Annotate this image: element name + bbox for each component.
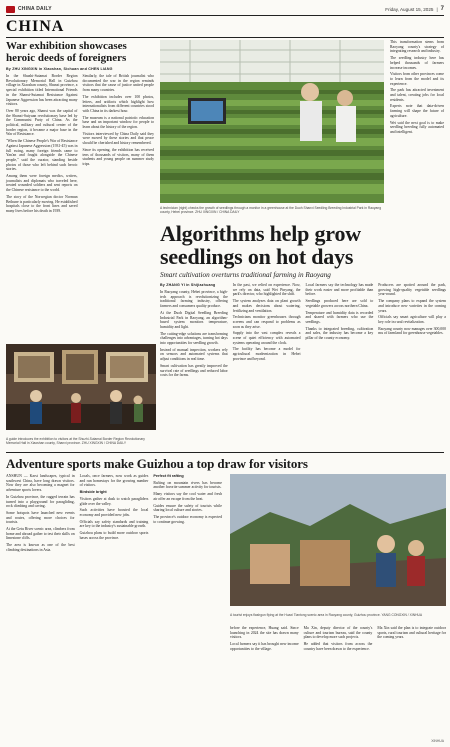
article-paragraph: Some hotspots have launched new events and routes, offering more choices for tourists. [6, 510, 75, 525]
issue-date: Friday, August 15, 2025 [385, 6, 434, 12]
article-paragraph: Visitors interviewed by China Daily said they were moved by these stories and that peace should be cherished and history remembered. [82, 131, 154, 146]
article-paragraph: Ma Xin, deputy director of the county's culture and tourism bureau, said the county plans to develop more such projects. [303, 626, 373, 640]
article-paragraph: Supply into the vast complex reveals a scene of quiet efficiency with automated systems operating around the clock. [232, 331, 301, 345]
article-paragraph: The museum is a national patriotic education base and an important window for people to learn about the history of the region. [82, 115, 154, 130]
article-paragraph: Visitors from other provinces come to learn from the model and its experience. [390, 72, 444, 86]
adventure-sports-headline: Adventure sports make Guizhou a top draw for visitors [6, 456, 308, 471]
war-exhibition-column-1 [6, 74, 78, 216]
article-paragraph: The area is known as one of the best climbing destinations in Asia. [6, 543, 75, 552]
tourist-photo-caption: A tourist enjoys flashgun flying at the Huaxi Tiantong scenic area in Raoyang county, Guizhou province. YANG CONGXIN / XINHUA [230, 613, 423, 617]
adventure-sports-continued [230, 626, 446, 654]
article-paragraph: In Raoyang county, Hebei province, a high-tech approach is revolutionizing the traditional farming industry, offering farmers and consumers quality produce. [160, 290, 228, 309]
article-paragraph: In the Shuzhi-Sutamai Border Region Revolutionary Memorial Hall in Guizhou village in Xiaoshan county, Shanxi province, a special exhibition titled International Friends in the Shanxi-Sutamai Resistance Against Japanese Aggression has been attracting many visitors. [6, 74, 78, 107]
article-paragraph: before the experience, Huang said. Since launching in 2024 the site has drawn many visitors. [230, 626, 299, 640]
article-paragraph: This transformation stems from Raoyang county's strategy of integrating research and industry. [390, 40, 444, 54]
adventure-column-2 [80, 474, 149, 555]
newspaper-logo-icon [6, 6, 15, 13]
article-paragraph: Officials say smart agriculture will play a key role in rural revitalization. [378, 315, 446, 324]
adventure-column-3 [153, 474, 222, 555]
article-paragraph: In the past, we relied on experience. Now, we rely on data, said Wei Pinyang, the park's director, who highlighted the shift. [232, 283, 301, 297]
article-paragraph: Many visitors say the cool water and fresh air offer an escape from the heat. [153, 492, 222, 501]
article-paragraph: The province's outdoor economy is expected to continue growing. [153, 514, 222, 524]
article-paragraph: The seedling industry here has helped thousands of farmers increase incomes. [390, 56, 444, 70]
greenhouse-photo-caption: A technician (right) checks the growth of seedlings through a monitor in a greenhouse at the Duoh Shanxi Seedling Breeding Industrial Park in Raoyang county, Hebei province. ZHU XINGXIN / CHINA DAILY [160, 206, 382, 215]
war-exhibition-column-2 [83, 74, 155, 216]
museum-photo-image [6, 344, 156, 430]
article-paragraph: Rafting on mountain rivers has become another favorite summer activity for tourists. [153, 480, 222, 490]
article-paragraph: Such activities have boosted the local economy and provided new jobs. [79, 508, 149, 517]
greenhouse-photo-image [160, 40, 384, 203]
article-paragraph: The facility has become a model for agricultural modernization in Hebei province and beyond. [232, 347, 301, 361]
adventure-column-1 [6, 474, 75, 555]
algorithm-headline: Algorithms help grow seedlings on hot days [160, 221, 361, 269]
article-paragraph: Guides ensure the safety of tourists while sharing local culture and stories. [153, 503, 222, 513]
article-paragraph: Technicians monitor greenhouses through screens and can respond to problems as soon as they arise. [232, 315, 301, 329]
article-paragraph: Local farmers say the technology has made their work easier and more profitable than before. [305, 283, 374, 297]
article-paragraph: Guizhou plans to build more outdoor sports bases across the province. [79, 531, 149, 540]
museum-exhibition-photo [6, 344, 156, 446]
article-paragraph: Officials say safety standards and training are key to the industry's sustainable growth. [79, 519, 149, 529]
war-exhibition-byline: By ZHU XINGXIN in Xiaoshan, Sichuan and CHEN LIANG [6, 67, 113, 71]
article-paragraph: At the Duoh Digital Seedling Breeding Industrial Park in Raoyang, an algorithm-based system monitors temperature, humidity and light. [160, 310, 228, 329]
article-paragraph: At the Getu River scenic area, climbers from home and abroad gather to test their skills on limestone cliffs. [6, 527, 75, 541]
article-paragraph: He added that visitors from across the country have been drawn to the experience. [303, 642, 373, 651]
war-exhibition-body [6, 74, 154, 216]
article-paragraph: "When the Chinese People's War of Resistance Against Japanese Aggression (1931-45) was in full swing, many foreign friends came to Yan'an and fought alongside the Chinese people," said the curator, standing beside photos of those who left behind such heroic stories. [6, 139, 78, 172]
algorithm-article-header [160, 222, 384, 280]
algorithm-subheadline: Smart cultivation overturns traditional farming in Raoyang [160, 271, 331, 279]
article-paragraph: Experts note that data-driven farming will shape the future of agriculture. [390, 104, 444, 118]
footer-code: XINHUA [431, 739, 444, 743]
article-paragraph: Similarly, the tale of British journalist who documented the war in the region reminds visitors that the cause of justice united people from many countries. [82, 74, 154, 93]
article-subhead: Perfect fit rafting [153, 474, 184, 478]
museum-photo-caption: A guide introduces the exhibition to visitors at the Shuzhi-Sutamai Border Region Revolutionary Memorial Hall in Xiaoshan county, Shanxi province. ZHU XINGXIN / CHINA DAILY [6, 437, 145, 446]
algorithm-column-2 [233, 283, 301, 380]
algorithm-column-3 [306, 283, 374, 380]
war-exhibition-headline: War exhibition showcases heroic deeds of foreigners [6, 40, 127, 64]
algorithm-article-continued-column [390, 40, 444, 137]
article-paragraph: Producers are spotted around the park, growing high-quality vegetable seedlings year-round. [378, 283, 446, 297]
article-paragraph: Thanks to integrated breeding, cultivation and sales, the industry has become a key pillar of the county economy. [305, 326, 374, 341]
article-paragraph: In Guizhou province, the rugged terrain has turned into a playground for paragliding, rock climbing and caving. [6, 494, 75, 509]
article-paragraph: Temperature and humidity data is recorded and shared with farmers who use the seedlings. [305, 310, 374, 324]
masthead-left [6, 6, 52, 13]
adventure-right-column-3 [377, 626, 446, 654]
algorithm-column-4 [378, 283, 446, 380]
article-paragraph: The cutting-edge solutions are transforming challenges into advantages, turning hot days into opportunities for seedling growth. [160, 331, 228, 346]
algorithm-column-1 [160, 283, 228, 380]
war-exhibition-article [6, 40, 154, 216]
article-paragraph: The company plans to expand the system and introduce new varieties in the coming years. [378, 299, 446, 313]
article-paragraph: ANSHUN — Karst landscapes, typical in southwest China, have long drawn visitors. Now they are also becoming a magnet for adventure sports lovers. [6, 474, 75, 493]
greenhouse-photo [160, 40, 384, 203]
article-paragraph: Instead of manual inspection, workers rely on sensors and automated systems that adjust conditions in real time. [160, 347, 228, 362]
article-paragraph: The story of the Norwegian doctor Norman Bethune is particularly moving. He established hospitals close to the front lines and saved many lives before his death in 1939. [6, 194, 78, 213]
algorithm-byline: By ZHANG YI in Shijiazhuang [160, 283, 216, 287]
section-rule [6, 37, 444, 38]
article-paragraph: Seedlings produced here are sold to vegetable growers across northern China. [305, 299, 374, 308]
article-paragraph: The park has attracted investment and talent, creating jobs for local residents. [390, 88, 444, 102]
article-paragraph: Visitors gather at dusk to watch paragliders glide over the valley. [79, 496, 149, 506]
bottom-story-rule [6, 452, 444, 453]
article-paragraph: Local farmers say it has brought new income opportunities to the village. [230, 642, 299, 651]
article-paragraph: The system analyzes data on plant growth and makes decisions about watering, fertilizing and ventilation. [232, 299, 301, 313]
masthead-rule [6, 15, 444, 16]
article-paragraph: Locals, once farmers, now work as guides and run homestays for the growing number of visitors. [79, 474, 149, 488]
tourist-flying-photo [230, 474, 446, 622]
article-paragraph: Wei said the next goal is to make seedling breeding fully automated and intelligent. [390, 120, 444, 134]
article-paragraph: The exhibition includes over 100 photos, letters, and artifacts which highlight how internationalists from different countries stood with China in its darkest hour. [82, 94, 154, 113]
masthead [6, 3, 444, 15]
article-paragraph: Among them were foreign medics, writers, journalists and diplomats who traveled here, treated wounded soldiers and sent reports on the Chinese resistance to the world. [6, 174, 78, 193]
adventure-right-column-1 [230, 626, 299, 654]
article-paragraph: Raoyang county now manages over 300,000 mu of farmland for greenhouse vegetables. [378, 326, 446, 336]
article-paragraph: Over 80 years ago, Shanxi was the capital of the Shanxi-Suiyuan revolutionary base led by the Communist Party of China. As the political, military and cultural center of the border region, it became a major base in the War of Resistance. [6, 108, 78, 137]
article-paragraph: Since its opening, the exhibition has received tens of thousands of visitors, many of them students and young people on summer study trips. [82, 147, 154, 166]
section-title: CHINA [6, 18, 65, 35]
page-divider: | [436, 6, 438, 12]
adventure-sports-body [6, 474, 222, 555]
page-number: 7 [440, 6, 444, 12]
article-paragraph: Ma Xin said the plan is to integrate outdoor sports, rural tourism and cultural heritage for the coming years. [377, 626, 446, 640]
tourist-photo-image [230, 474, 446, 606]
paper-name: CHINA DAILY [18, 6, 52, 12]
algorithm-article-body [160, 283, 446, 380]
masthead-right [385, 6, 444, 12]
adventure-right-column-2 [304, 626, 373, 654]
article-subhead: Birdside bright [79, 490, 107, 495]
article-paragraph: Smart cultivation has greatly improved the survival rate of seedlings and reduced labor costs for the farms. [160, 363, 228, 378]
